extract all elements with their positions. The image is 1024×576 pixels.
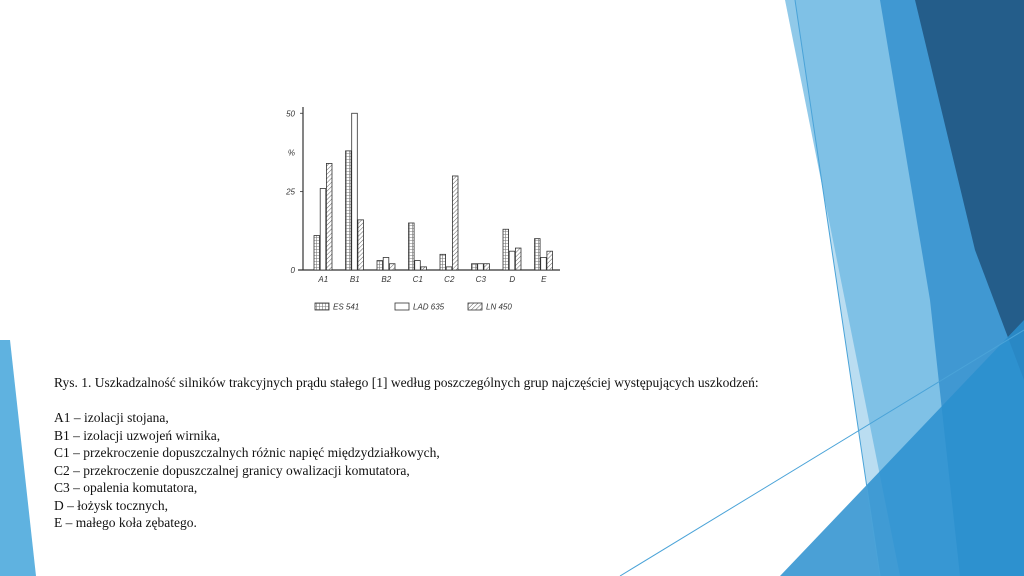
caption-item: E – małego koła zębatego. <box>54 515 197 530</box>
x-tick-label: E <box>541 275 547 284</box>
legend-swatch <box>468 303 482 310</box>
x-tick-label: C3 <box>475 275 486 284</box>
bar <box>535 239 541 270</box>
caption-item: C3 – opalenia komutatora, <box>54 480 198 495</box>
deco-left-strip <box>0 340 36 576</box>
legend-label: LAD 635 <box>413 302 445 312</box>
bar <box>415 261 421 270</box>
caption-item: A1 – izolacji stojana, <box>54 410 169 425</box>
legend-label: ES 541 <box>333 302 360 312</box>
bar <box>547 251 553 270</box>
x-tick-label: D <box>509 275 516 284</box>
caption-title: Rys. 1. Uszkadzalność silników trakcyjnych prądu stałego [1] według poszczególnych grup najczęściej występujących uszkodzeń: <box>54 375 759 390</box>
bar <box>326 163 332 270</box>
bar <box>509 251 515 270</box>
bar <box>503 229 509 270</box>
legend-swatch <box>395 303 409 310</box>
bar-chart <box>270 95 570 325</box>
x-tick-label: B1 <box>349 275 360 284</box>
bar <box>484 264 490 270</box>
bar <box>541 257 547 270</box>
bar <box>472 264 478 270</box>
bar <box>320 189 326 271</box>
figure-caption <box>54 374 759 532</box>
bar <box>440 254 446 270</box>
y-tick-label: 25 <box>286 187 295 197</box>
y-tick-label: % <box>287 148 295 158</box>
bar <box>421 267 427 270</box>
x-tick-label: C2 <box>444 275 455 284</box>
bar <box>452 176 458 270</box>
caption-item: C2 – przekroczenie dopuszczalnej granicy owalizacji komutatora, <box>54 462 410 478</box>
bar <box>383 257 389 270</box>
bar <box>478 264 484 270</box>
legend-label: LN 450 <box>486 302 512 312</box>
x-tick-label: B2 <box>381 275 392 284</box>
bar <box>446 267 452 270</box>
caption-item: D – łożysk tocznych, <box>54 497 168 513</box>
caption-item: C1 – przekroczenie dopuszczalnych różnic napięć międzydziałkowych, <box>54 445 440 460</box>
bar <box>389 264 395 270</box>
y-tick-label: 50 <box>286 109 295 119</box>
bar <box>352 113 358 270</box>
x-tick-label: C1 <box>412 275 423 284</box>
bar <box>515 248 521 270</box>
bar <box>409 223 415 270</box>
legend-swatch <box>315 303 329 310</box>
bar <box>346 151 352 270</box>
bar <box>377 261 383 270</box>
x-tick-label: A1 <box>318 275 329 284</box>
caption-list <box>54 409 759 532</box>
bar <box>358 220 364 270</box>
y-tick-label: 0 <box>290 266 295 275</box>
caption-item: B1 – izolacji uzwojeń wirnika, <box>54 427 221 443</box>
bar <box>314 236 320 270</box>
